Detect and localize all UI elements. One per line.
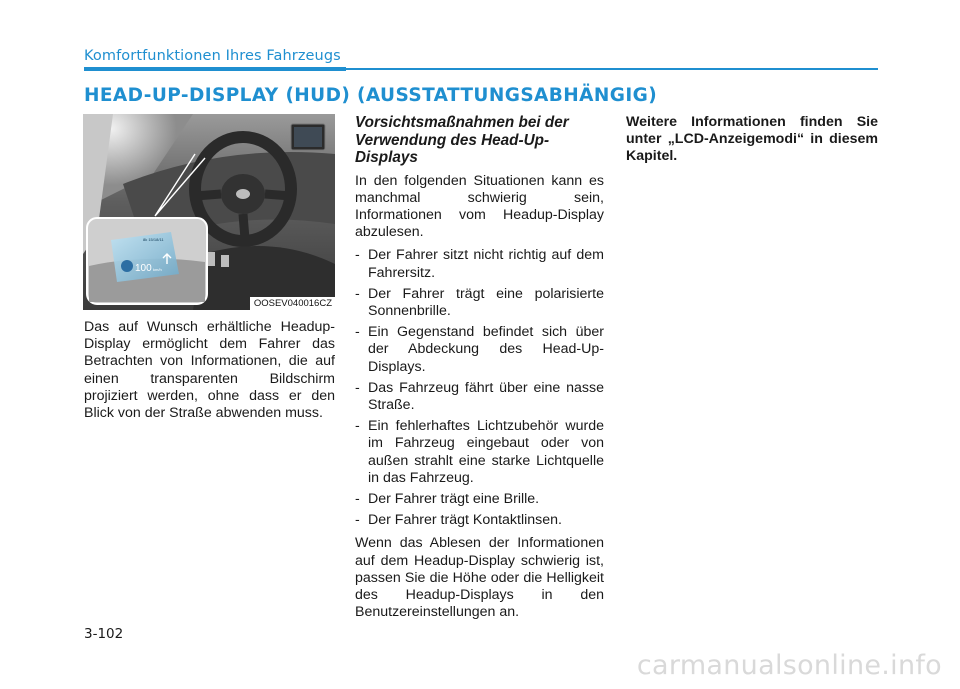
precautions-list xyxy=(355,247,604,529)
page-title: HEAD-UP-DISPLAY (HUD) (AUSSTATTUNGSABHÄNGIG) xyxy=(84,85,658,106)
list-item: - Das Fahrzeug fährt über eine nasse Straße. xyxy=(355,380,604,414)
note-column xyxy=(626,114,878,166)
list-item: - Der Fahrer sitzt nicht richtig auf dem Fahrersitz. xyxy=(355,247,604,281)
header-rule-thin xyxy=(346,68,878,70)
list-item: - Ein Gegenstand befindet sich über der Abdeckung des Head-Up-Displays. xyxy=(355,324,604,376)
hud-speed: 100 xyxy=(135,263,152,274)
precautions-lead: In den folgenden Situationen kann es manchmal schwierig sein, Informationen vom Headup-Display abzulesen. xyxy=(355,172,604,241)
precautions-heading: Vorsichtsmaßnahmen bei der Verwendung des Head-Up-Displays xyxy=(355,114,569,166)
intro-column xyxy=(84,319,335,422)
hud-unit: km/h xyxy=(153,267,162,272)
hud-illustration xyxy=(83,114,335,310)
hud-speed-limit-icon xyxy=(121,260,133,272)
list-item: - Der Fahrer trägt eine Brille. xyxy=(355,491,604,508)
precautions-column xyxy=(355,114,604,621)
reference-note: Weitere Informationen finden Sie unter „LCD-Anzeigemodi“ in diesem Kapitel. xyxy=(626,114,878,165)
list-item: - Ein fehlerhaftes Lichtzubehör wurde im Fahrzeug eingebaut oder von außen strahlt eine starke Lichtquelle in das Fahrzeug. xyxy=(355,418,604,487)
intro-paragraph: Das auf Wunsch erhältliche Headup-Display ermöglicht dem Fahrer das Betrachten von Informationen, die auf einen transparenten Bildschirm projiziert werden, ohne dass er den Blick von der Straße abwenden muss. xyxy=(84,319,335,422)
dashboard-photo xyxy=(83,114,335,310)
watermark: carmanualsonline.info xyxy=(636,650,942,681)
section-label: Komfortfunktionen Ihres Fahrzeugs xyxy=(84,48,341,64)
list-item: - Der Fahrer trägt Kontaktlinsen. xyxy=(355,512,604,529)
precautions-closing: Wenn das Ablesen der Informationen auf dem Headup-Display schwierig ist, passen Sie die Höhe oder die Helligkeit des Headup-Displays in den Benutzereinstellungen an. xyxy=(355,535,604,621)
header-rule-thick xyxy=(84,67,346,71)
page-number: 3-102 xyxy=(84,626,124,642)
figure-code: OOSEV040016CZ xyxy=(250,297,335,310)
list-item: - Der Fahrer trägt eine polarisierte Sonnenbrille. xyxy=(355,286,604,320)
hud-distance: 8k 15/18/11 xyxy=(143,237,164,242)
